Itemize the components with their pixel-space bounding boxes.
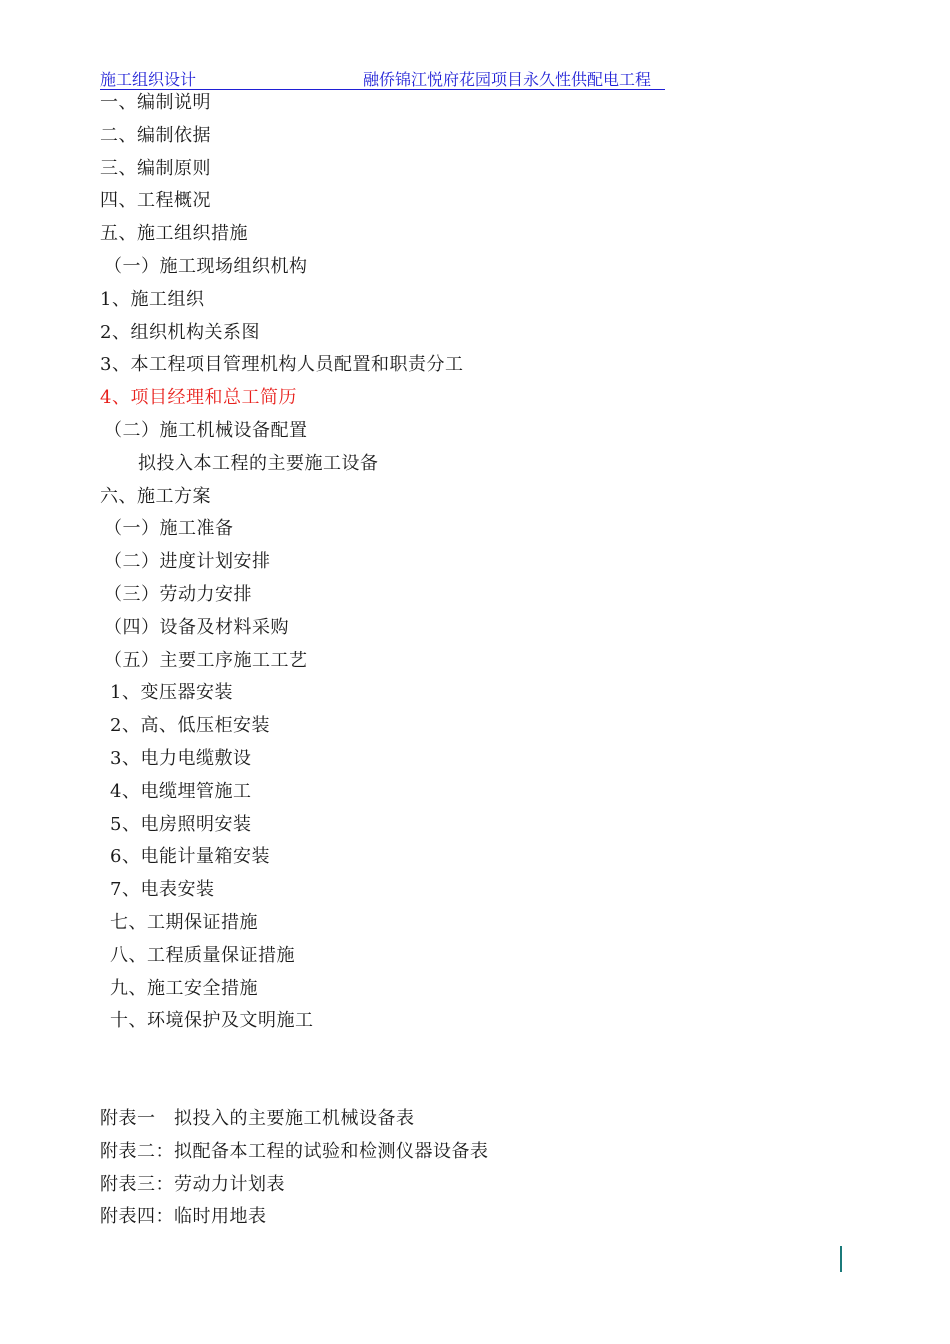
appendix-list — [100, 1106, 800, 1237]
appendix-item: 附表一 拟投入的主要施工机械设备表 — [100, 1108, 415, 1129]
appendix-item: 附表四：临时用地表 — [100, 1206, 267, 1228]
toc-item: 十、环境保护及文明施工 — [110, 1010, 314, 1032]
header-project-name: 融侨锦江悦府花园项目永久性供配电工程 — [363, 70, 652, 89]
toc-item: 四、工程概况 — [100, 190, 211, 212]
toc-item: 4、电缆埋管施工 — [110, 780, 252, 802]
header-doc-type: 施工组织设计 — [100, 70, 197, 89]
toc-item: 7、电表安装 — [110, 879, 215, 901]
toc-item: 1、施工组织 — [100, 288, 205, 310]
toc-item: 一、编制说明 — [100, 92, 211, 113]
toc-item: （一）施工现场组织机构 — [104, 255, 308, 277]
toc-item: （二）施工机械设备配置 — [104, 419, 308, 441]
toc-item: 三、编制原则 — [100, 157, 211, 179]
toc-item: 五、施工组织措施 — [100, 223, 248, 245]
toc-item: 2、组织机构关系图 — [100, 321, 260, 343]
toc-item-highlighted: 4、项目经理和总工简历 — [100, 387, 297, 409]
toc-item: 拟投入本工程的主要施工设备 — [138, 452, 379, 474]
toc-item: （二）进度计划安排 — [104, 551, 271, 573]
toc-item: 3、本工程项目管理机构人员配置和职责分工 — [100, 354, 464, 376]
appendix-item: 附表三：劳动力计划表 — [100, 1173, 285, 1195]
page-header — [100, 67, 665, 90]
toc-item: （四）设备及材料采购 — [104, 616, 289, 638]
toc-item: （三）劳动力安排 — [104, 583, 252, 605]
toc-item: 九、施工安全措施 — [110, 977, 258, 999]
appendix-item: 附表二：拟配备本工程的试验和检测仪器设备表 — [100, 1140, 489, 1162]
toc-item: 六、施工方案 — [100, 485, 211, 507]
toc-item: 3、电力电缆敷设 — [110, 747, 252, 769]
toc-item: 6、电能计量箱安装 — [110, 846, 270, 868]
toc-item: 八、工程质量保证措施 — [110, 944, 295, 966]
page-edge-marker — [840, 1246, 842, 1272]
toc-item: （一）施工准备 — [104, 518, 234, 540]
toc-item: （五）主要工序施工工艺 — [104, 649, 308, 671]
table-of-contents — [100, 90, 800, 1041]
toc-item: 二、编制依据 — [100, 124, 211, 146]
toc-item: 1、变压器安装 — [110, 682, 233, 704]
toc-item: 七、工期保证措施 — [110, 911, 258, 933]
toc-item: 5、电房照明安装 — [110, 813, 252, 835]
toc-item: 2、高、低压柜安装 — [110, 715, 270, 737]
